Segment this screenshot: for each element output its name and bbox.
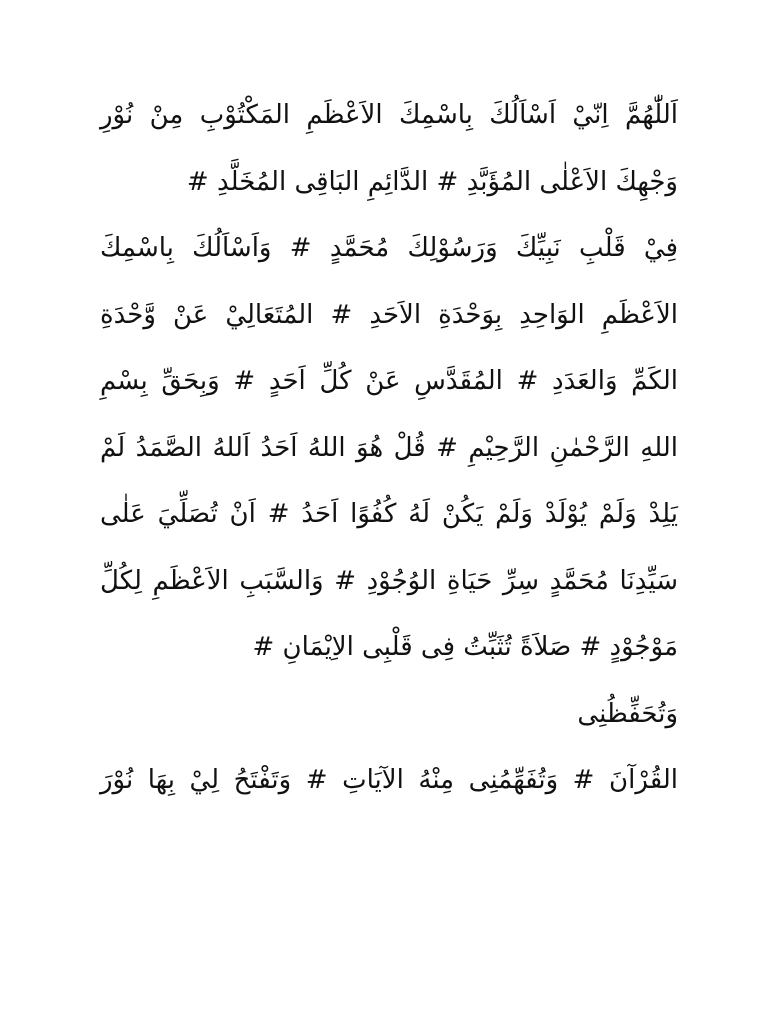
text-line-8: سَيِّدِنَا مُحَمَّدٍ سِرِّ حَيَاةِ الوُجُوْدِ # وَالسَّبَبِ الاَعْظَمِ لِكُلِّ bbox=[100, 565, 678, 596]
text-line-6: اللهِ الرَّحْمٰنِ الرَّحِيْمِ # قُلْ هُوَ اللهُ اَحَدُ اَللهُ الصَّمَدُ لَمْ bbox=[100, 432, 678, 463]
text-line-10: وَتُحَفِّظُنِى bbox=[577, 698, 678, 729]
text-line-1: اَللّٰهُمَّ اِنّيْ اَسْاَلُكَ بِاسْمِكَ الاَعْظَمِ المَكْتُوْبِ مِنْ نُوْرِ bbox=[100, 100, 678, 130]
arabic-text-block bbox=[100, 82, 678, 814]
text-line-5: الكَمِّ وَالعَدَدِ # المُقَدَّسِ عَنْ كُلِّ اَحَدٍ # وَبِحَقِّ بِسْمِ bbox=[100, 366, 678, 396]
text-line-4: الاَعْظَمِ الوَاحِدِ بِوَحْدَةِ الاَحَدِ # المُتَعَالِيْ عَنْ وَّحْدَةِ bbox=[100, 299, 678, 330]
text-line-7: يَلِدْ وَلَمْ يُوْلَدْ وَلَمْ يَكُنْ لَهُ كُفُوًا اَحَدُ # اَنْ تُصَلِّيَ عَلٰى bbox=[100, 499, 678, 529]
text-line-2: وَجْهِكَ الاَعْلٰى المُؤَبَّدِ # الدَّائِمِ البَاقِى المُخَلَّدِ # bbox=[186, 166, 678, 197]
text-line-11: القُرْآنَ # وَتُفَهِّمُنِى مِنْهُ الآيَاتِ # وَتَفْتَحُ لِيْ بِهَا نُوْرَ bbox=[100, 765, 678, 795]
text-line-9: مَوْجُوْدٍ # صَلاَةً تُثَبِّتُ فِى قَلْبِى الاِيْمَانِ # bbox=[252, 632, 678, 662]
text-line-3: فِيْ قَلْبِ نَبِيِّكَ وَرَسُوْلِكَ مُحَمَّدٍ # وَاَسْاَلُكَ بِاسْمِكَ bbox=[100, 233, 678, 263]
